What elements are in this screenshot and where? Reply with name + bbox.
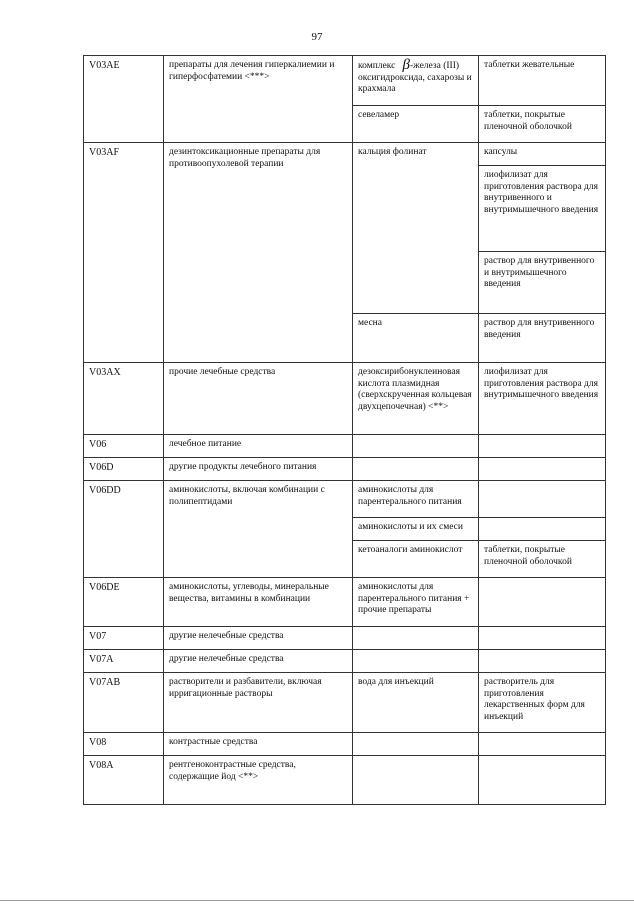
dosage-form-cell <box>479 733 606 756</box>
atc-code: V03AE <box>84 56 164 143</box>
dosage-form-cell: растворитель для приготовления лекарственных форм для инъекций <box>479 673 606 733</box>
atc-code: V08 <box>84 733 164 756</box>
dosage-form-cell: таблетки жевательные <box>479 56 606 106</box>
table-row <box>84 673 606 733</box>
table-row <box>84 756 606 805</box>
drug-table <box>83 55 606 805</box>
inn-cell <box>353 650 479 673</box>
atc-code: V07A <box>84 650 164 673</box>
inn-cell <box>353 435 479 458</box>
dosage-form-cell <box>479 518 606 541</box>
inn-cell <box>353 756 479 805</box>
anatomical-group: рентгеноконтрастные средства, содержащие йод <**> <box>164 756 353 805</box>
inn-cell: кальция фолинат <box>353 143 479 314</box>
anatomical-group: другие нелечебные средства <box>164 627 353 650</box>
atc-code: V06D <box>84 458 164 481</box>
table-row <box>84 578 606 627</box>
dosage-form-cell: таблетки, покрытые пленочной оболочкой <box>479 541 606 578</box>
table-row <box>84 650 606 673</box>
inn-cell <box>353 627 479 650</box>
dosage-form-cell: капсулы <box>479 143 606 166</box>
table-row <box>84 733 606 756</box>
inn-cell: севеламер <box>353 106 479 143</box>
inn-cell: кетоаналоги аминокислот <box>353 541 479 578</box>
table-row <box>84 481 606 518</box>
dosage-form-cell <box>479 435 606 458</box>
beta-symbol: β <box>402 57 410 73</box>
atc-code: V06DD <box>84 481 164 578</box>
inn-text-post: -железа (III) оксигидроксида, сахарозы и крахмала <box>358 61 472 94</box>
atc-code: V08A <box>84 756 164 805</box>
anatomical-group: контрастные средства <box>164 733 353 756</box>
table-row <box>84 627 606 650</box>
dosage-form-cell: раствор для внутривенного и внутримышечного введения <box>479 252 606 314</box>
dosage-form-cell: раствор для внутривенного введения <box>479 314 606 363</box>
anatomical-group: прочие лечебные средства <box>164 363 353 435</box>
dosage-form-cell <box>479 627 606 650</box>
atc-code: V07 <box>84 627 164 650</box>
inn-cell <box>353 458 479 481</box>
inn-cell: месна <box>353 314 479 363</box>
inn-cell <box>353 733 479 756</box>
inn-cell: вода для инъекций <box>353 673 479 733</box>
anatomical-group: аминокислоты, включая комбинации с полипептидами <box>164 481 353 578</box>
dosage-form-cell <box>479 756 606 805</box>
anatomical-group: дезинтоксикационные препараты для противоопухолевой терапии <box>164 143 353 363</box>
atc-code: V03AF <box>84 143 164 363</box>
dosage-form-cell: таблетки, покрытые пленочной оболочкой <box>479 106 606 143</box>
inn-text-pre: комплекс <box>358 61 396 71</box>
table-row <box>84 435 606 458</box>
page-number: 97 <box>311 31 323 43</box>
anatomical-group: растворители и разбавители, включая ирригационные растворы <box>164 673 353 733</box>
bottom-divider <box>0 900 634 901</box>
anatomical-group: другие нелечебные средства <box>164 650 353 673</box>
inn-cell: аминокислоты для парентерального питания <box>353 481 479 518</box>
atc-code: V07AB <box>84 673 164 733</box>
anatomical-group: лечебное питание <box>164 435 353 458</box>
inn-cell: дезоксирибонуклеиновая кислота плазмидная (сверхскрученная кольцевая двухцепочечная) <**> <box>353 363 479 435</box>
inn-cell: аминокислоты и их смеси <box>353 518 479 541</box>
dosage-form-cell <box>479 458 606 481</box>
table-row <box>84 56 606 106</box>
dosage-form-cell: лиофилизат для приготовления раствора для внутримышечного введения <box>479 363 606 435</box>
anatomical-group: аминокислоты, углеводы, минеральные вещества, витамины в комбинации <box>164 578 353 627</box>
atc-code: V03AX <box>84 363 164 435</box>
dosage-form-cell: лиофилизат для приготовления раствора для внутривенного и внутримышечного введения <box>479 166 606 252</box>
dosage-form-cell <box>479 481 606 518</box>
anatomical-group: препараты для лечения гиперкалиемии и гиперфосфатемии <***> <box>164 56 353 143</box>
table-row <box>84 143 606 166</box>
anatomical-group: другие продукты лечебного питания <box>164 458 353 481</box>
dosage-form-cell <box>479 578 606 627</box>
table-row <box>84 458 606 481</box>
atc-code: V06 <box>84 435 164 458</box>
table-row <box>84 363 606 435</box>
inn-cell: аминокислоты для парентерального питания + прочие препараты <box>353 578 479 627</box>
dosage-form-cell <box>479 650 606 673</box>
inn-cell <box>353 56 479 106</box>
atc-code: V06DE <box>84 578 164 627</box>
